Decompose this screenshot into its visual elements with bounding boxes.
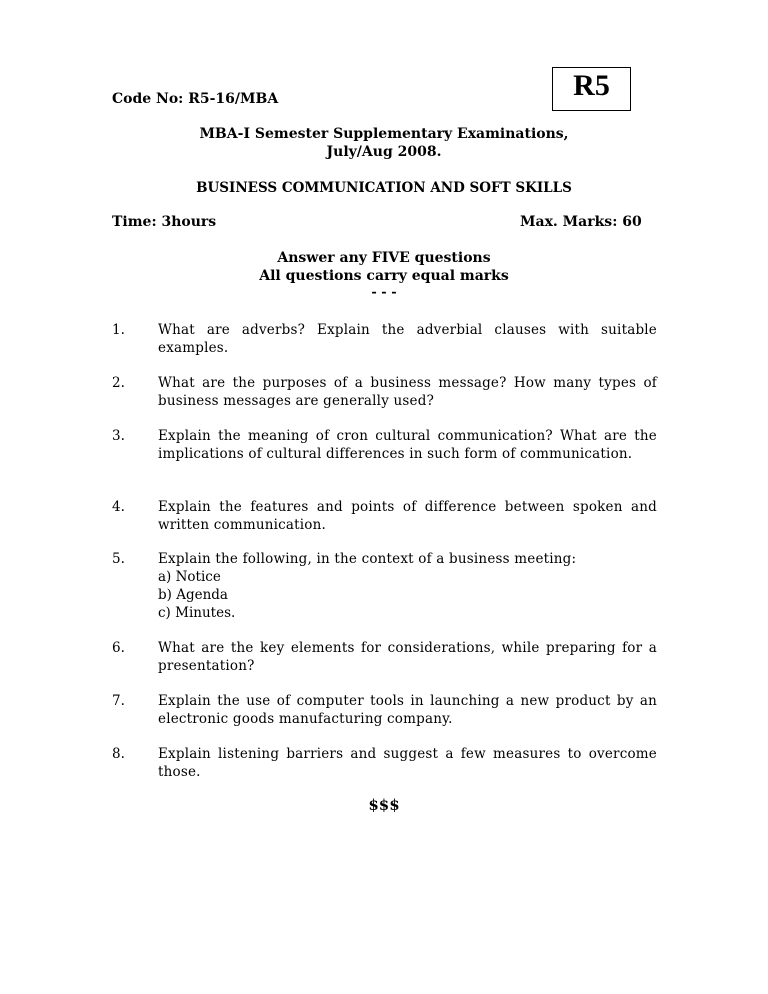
question-number: 8. bbox=[112, 746, 125, 762]
question-text: Explain the features and points of difference between spoken and written communication. bbox=[158, 499, 657, 533]
end-mark: $$$ bbox=[368, 796, 400, 814]
question-subitem: c) Minutes. bbox=[158, 605, 236, 621]
question-text: Explain listening barriers and suggest a few measures to overcome those. bbox=[158, 746, 657, 780]
question-number: 4. bbox=[112, 499, 125, 515]
question-number: 3. bbox=[112, 428, 125, 444]
question-6 bbox=[112, 639, 657, 675]
code-number: Code No: R5-16/MBA bbox=[112, 91, 279, 107]
question-number: 6. bbox=[112, 640, 125, 656]
question-subitem: b) Agenda bbox=[158, 587, 228, 603]
exam-time: Time: 3hours bbox=[112, 214, 217, 230]
question-number: 5. bbox=[112, 551, 125, 567]
regulation-badge bbox=[552, 67, 631, 111]
question-text: Explain the following, in the context of a business meeting: bbox=[158, 551, 577, 567]
question-text: Explain the meaning of cron cultural communication? What are the implications of cultural differences in such form of communication. bbox=[158, 428, 657, 462]
instruction-answer: Answer any FIVE questions bbox=[277, 250, 491, 266]
question-text: What are adverbs? Explain the adverbial clauses with suitable examples. bbox=[158, 322, 657, 356]
question-text: What are the purposes of a business message? How many types of business messages are generally used? bbox=[158, 375, 657, 409]
question-text: Explain the use of computer tools in launching a new product by an electronic goods manufacturing company. bbox=[158, 693, 657, 727]
max-marks: Max. Marks: 60 bbox=[520, 214, 642, 230]
exam-title: MBA-I Semester Supplementary Examinations, bbox=[199, 126, 569, 142]
question-2 bbox=[112, 374, 657, 410]
question-5 bbox=[112, 550, 657, 622]
question-3 bbox=[112, 427, 657, 463]
question-7 bbox=[112, 692, 657, 728]
question-4 bbox=[112, 498, 657, 534]
question-1 bbox=[112, 321, 657, 357]
separator: - - - bbox=[371, 285, 397, 300]
exam-date: July/Aug 2008. bbox=[326, 144, 442, 160]
instruction-marks: All questions carry equal marks bbox=[259, 268, 509, 284]
question-text: What are the key elements for considerations, while preparing for a presentation? bbox=[158, 640, 657, 674]
question-subitem: a) Notice bbox=[158, 569, 221, 585]
subject-title: BUSINESS COMMUNICATION AND SOFT SKILLS bbox=[196, 180, 572, 196]
regulation-badge-label: R5 bbox=[573, 69, 610, 102]
question-8 bbox=[112, 745, 657, 781]
question-number: 2. bbox=[112, 375, 125, 391]
question-number: 7. bbox=[112, 693, 125, 709]
question-number: 1. bbox=[112, 322, 125, 338]
